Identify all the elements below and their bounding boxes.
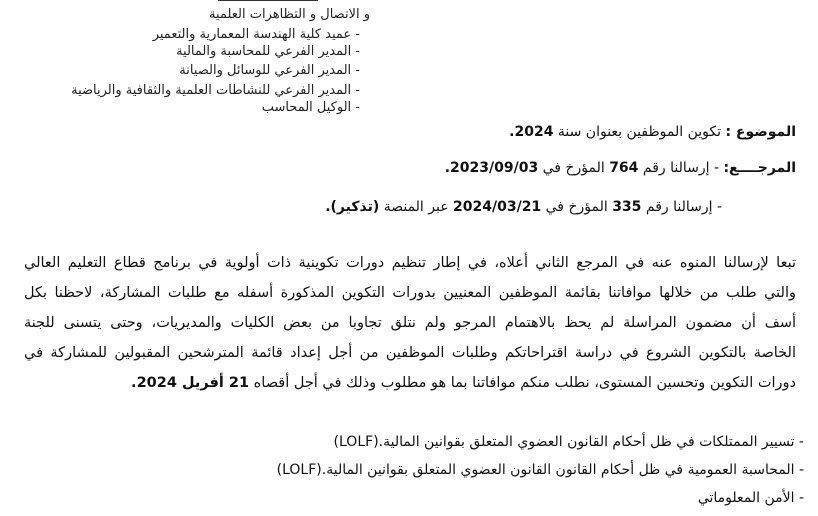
recipient-line: - المدير الفرعي للنشاطات العلمية والثقافية والرياضية [71,83,360,98]
paragraph-last-text: دورات التكوين وتحسين المستوى، نطلب منكم موافاتنا بما هو مطلوب وذلك في أجل أقصاه [249,375,796,391]
reference-2-date: 2024/03/21 [453,199,542,215]
subject-label: الموضوع : [725,124,796,140]
reference-1-prefix: - إرسالنا رقم [638,160,719,176]
course-item: - المحاسبة العمومية في ظل أحكام القانون القانون العضوي المتعلق بقوانين المالية.(LOLF) [276,462,804,478]
paragraph-line: أسف أن مضمون المراسلة لم يحظ بالاهتمام المرجو ولم نتلق تجاوبا من بعض الكليات والمديريات، وحتى يتسنى للجنة [24,315,796,331]
subject-text: تكوين الموظفين بعنوان سنة [553,124,721,140]
reference-1-date: 2023/09/03. [444,160,539,176]
deadline-date: 21 أفريل 2024. [131,375,250,391]
paragraph-line: تبعا لإرسالنا المنوه عنه في المرجع الثاني أعلاه، في إطار تنظيم دورات تكوينية ذات أولوية في برنامج قطاع التعليم العالي [24,255,796,271]
subject-line [509,122,796,142]
recipient-line: - الوكيل المحاسب [261,100,360,115]
reference-2-note: (تذكير). [325,199,380,215]
recipient-line: - عميد كلية الهندسة المعمارية والتعمير [152,27,360,42]
paragraph-line: الخاصة بالتكوين الشروع في دراسة اقتراحاتكم وطلبات الموظفين من أجل إعداد قائمة المترشحين المقبولين للمشاركة في [24,345,796,361]
reference-1-mid: المؤرخ في [538,160,610,176]
recipient-line: - المدير الفرعي للمحاسبة والمالية [176,44,360,59]
reference-1-number: 764 [609,160,639,176]
recipient-line: و الاتصال و التظاهرات العلمية [209,7,370,22]
paragraph-line: والتي طلب من خلالها موافاتنا بقائمة الموظفين المعنيين بدورات التكوين المذكورة أسفله مع طلبات المشاركة، لاحظنا بكل [24,285,796,301]
reference-2-mid: المؤرخ في [541,199,613,215]
reference-2-number: 335 [612,199,642,215]
paragraph-line-last [131,373,796,393]
reference-label: المرجــــع: [723,160,796,176]
course-item: - تسيير الممتلكات في ظل أحكام القانون العضوي المتعلق بقوانين المالية.(LOLF) [333,434,804,450]
reference-line-2 [325,197,722,217]
course-item: - الأمن المعلوماتي [697,490,804,506]
reference-line-1 [445,158,796,178]
reference-2-prefix: - إرسالنا رقم [641,199,722,215]
subject-year: 2024. [509,124,554,140]
recipient-cut-line [188,0,318,4]
recipient-line: - المدير الفرعي للوسائل والصيانة [179,63,360,78]
reference-2-tail: عبر المنصة [379,199,454,215]
